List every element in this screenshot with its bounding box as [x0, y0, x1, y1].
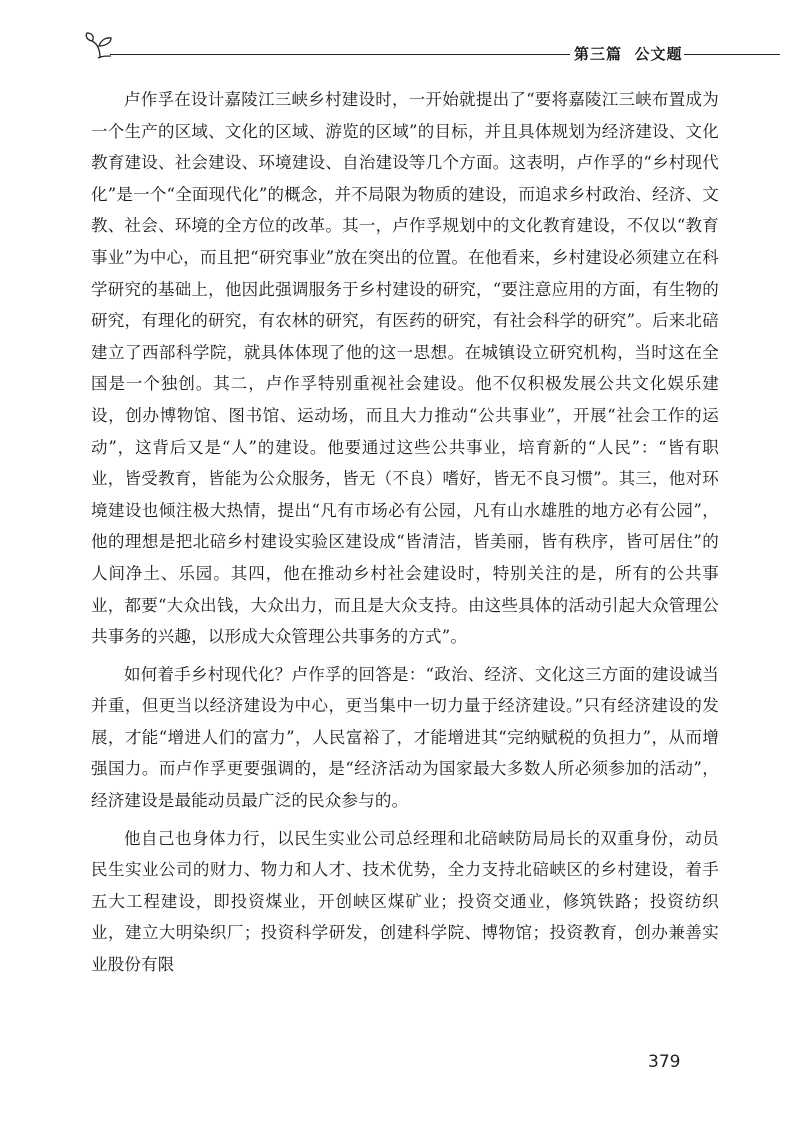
- running-header: [84, 30, 780, 66]
- header-rule-right: [684, 54, 780, 55]
- paragraph-1: 卢作孚在设计嘉陵江三峡乡村建设时，一开始就提出了“要将嘉陵江三峡布置成为一个生产的区域、文化的区域、游览的区域”的目标，并且具体规划为经济建设、文化教育建设、社会建设、环境建设、自治建设等几个方面。这表明，卢作孚的“乡村现代化”是一个“全面现代化”的概念，并不局限为物质的建设，而追求乡村政治、经济、文教、社会、环境的全方位的改革。其一，卢作孚规划中的文化教育建设，不仅以“教育事业”为中心，而且把“研究事业”放在突出的位置。在他看来，乡村建设必须建立在科学研究的基础上，他因此强调服务于乡村建设的研究，“要注意应用的方面，有生物的研究，有理化的研究，有农林的研究，有医药的研究，有社会科学的研究”。后来北碚建立了西部科学院，就具体体现了他的这一思想。在城镇设立研究机构，当时这在全国是一个独创。其二，卢作孚特别重视社会建设。他不仅积极发展公共文化娱乐建设，创办博物馆、图书馆、运动场，而且大力推动“公共事业”，开展“社会工作的运动”，这背后又是“人”的建设。他要通过这些公共事业，培育新的“人民”：“皆有职业，皆受教育，皆能为公众服务，皆无（不良）嗜好，皆无不良习惯”。其三，他对环境建设也倾注极大热情，提出“凡有市场必有公园，凡有山水雄胜的地方必有公园”，他的理想是把北碚乡村建设实验区建设成“皆清洁，皆美丽，皆有秩序，皆可居住”的人间净土、乐园。其四，他在推动乡村社会建设时，特别关注的是，所有的公共事业，都要“大众出钱，大众出力，而且是大众支持。由这些具体的活动引起大众管理公共事务的兴趣，以形成大众管理公共事务的方式”。: [91, 90, 719, 647]
- paragraph-2: 如何着手乡村现代化？卢作孚的回答是：“政治、经济、文化这三方面的建设诚当并重，但更当以经济建设为中心，更当集中一切力量于经济建设。”只有经济建设的发展，才能“增进人们的富力”，人民富裕了，才能增进其“完纳赋税的负担力”，从而增强国力。而卢作孚更要强调的，是“经济活动为国家最大多数人所必须参加的活动”，经济建设是最能动员最广泛的民众参与的。: [91, 664, 719, 811]
- header-section-title: [570, 44, 682, 64]
- body-text: [91, 84, 719, 981]
- header-topic: 公文题: [634, 45, 683, 63]
- header-rule-left: [110, 54, 615, 55]
- sprout-icon: [84, 32, 118, 60]
- paragraph-3: 他自己也身体力行，以民生实业公司总经理和北碚峡防局局长的双重身份，动员民生实业公司的财力、物力和人才、技术优势，全力支持北碚峡区的乡村建设，着手五大工程建设，即投资煤业，开创峡区煤矿业；投资交通业，修筑铁路；投资纺织业，建立大明染织厂；投资科学研发，创建科学院、博物馆；投资教育，创办兼善实业股份有限: [91, 828, 719, 975]
- header-section: 第三篇: [574, 45, 623, 63]
- page-number: 379: [648, 1052, 681, 1072]
